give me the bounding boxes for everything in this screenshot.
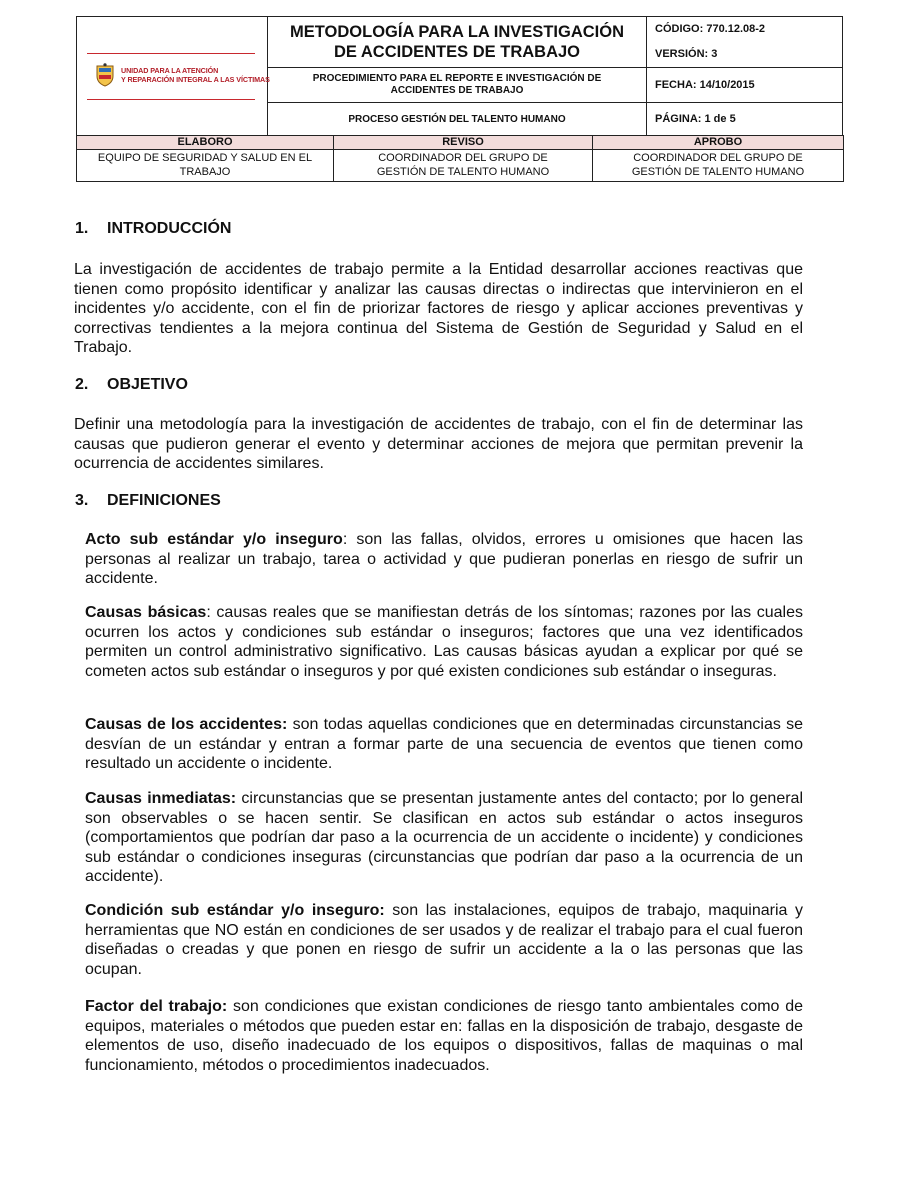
procedure-subtitle	[268, 68, 647, 103]
approval-table	[76, 135, 844, 182]
definition-term: Factor del trabajo:	[85, 998, 228, 1015]
section-number: 1.	[75, 220, 89, 237]
definition-term: Causas básicas	[85, 604, 207, 621]
meta-cell-1	[647, 17, 843, 68]
approval-header-row	[77, 136, 844, 150]
definition-separator: :	[342, 531, 348, 548]
logo-text	[121, 66, 270, 84]
coat-of-arms-icon	[95, 63, 115, 87]
logo-text-line-2: Y REPARACIÓN INTEGRAL A LAS VÍCTIMAS	[121, 75, 270, 84]
section-number: 2.	[75, 376, 89, 393]
definition-factor-del-trabajo	[85, 997, 803, 1075]
process-name: PROCESO GESTIÓN DEL TALENTO HUMANO	[268, 103, 647, 136]
definition-causas-accidentes	[85, 715, 803, 774]
definition-separator: :	[206, 604, 211, 621]
procedure-subtitle-line-1: PROCEDIMIENTO PARA EL REPORTE E INVESTIGACIÓN DE	[312, 73, 602, 84]
logo-rule-top	[87, 53, 255, 54]
aprobo-value	[593, 150, 844, 182]
section-heading-objetivo	[75, 376, 188, 394]
aprobo-value-line-1: COORDINADOR DEL GRUPO DE	[633, 152, 803, 164]
definition-text: circunstancias que se presentan justamente antes del contacto; por lo general son observables o se hacen sentir. Se clasifican en actos sub estándar o actos inseguros (comportamientos que podrían dar paso a la ocurrencia de un accidente o incidente) y condiciones sub estándar o condiciones inseguras (circunstancias que podrían dar paso a la ocurrencia de un accidente).	[85, 790, 804, 886]
definition-text: son las instalaciones, equipos de trabajo, maquinaria y herramientas que NO están en condiciones de ser usados y de realizar el trabajo para el cual fueron diseñadas o creadas y que ponen en riesgo de sufrir un accidente a la o las personas que las ocupan.	[85, 902, 803, 978]
entity-logo	[87, 53, 270, 101]
reviso-value-line-1: COORDINADOR DEL GRUPO DE	[378, 152, 548, 164]
logo-rule-bottom	[87, 99, 255, 100]
section-title: INTRODUCCIÓN	[107, 220, 232, 237]
section-heading-introduccion	[75, 220, 231, 238]
procedure-subtitle-line-2: ACCIDENTES DE TRABAJO	[390, 85, 524, 96]
definition-term: Acto sub estándar y/o inseguro	[85, 531, 343, 548]
aprobo-label: APROBO	[593, 136, 844, 150]
section-heading-definiciones	[75, 492, 221, 510]
definition-causas-basicas	[85, 603, 803, 681]
definition-term: Condición sub estándar y/o inseguro:	[85, 902, 385, 919]
definition-condicion-sub-estandar	[85, 901, 803, 979]
section-text-objetivo: Definir una metodología para la investigación de accidentes de trabajo, con el fin de determinar las causas que pudieron generar el evento y determinar acciones de mejora que permitan prevenir la ocurrencia de accidentes similares.	[74, 416, 803, 473]
section-number: 3.	[75, 492, 89, 509]
reviso-value	[334, 150, 593, 182]
aprobo-value-line-2: GESTIÓN DE TALENTO HUMANO	[631, 166, 805, 178]
elaboro-value-line-2: TRABAJO	[179, 166, 231, 178]
definition-text: son las fallas, olvidos, errores u omisiones que hacen las personas al realizar un trabajo, tarea o actividad y que pudieran ponerlas en riesgo de sufrir un accidente.	[85, 531, 803, 588]
definition-text: son todas aquellas condiciones que en determinadas circunstancias se desvían de un estándar y entran a formar parte de una secuencia de eventos que tienen como resultado un accidente o incidente.	[85, 716, 803, 773]
section-title: OBJETIVO	[107, 376, 188, 393]
definition-term: Causas inmediatas:	[85, 790, 237, 807]
document-header-table	[76, 16, 843, 136]
codigo-label: CÓDIGO: 770.12.08-2	[655, 23, 766, 35]
document-title-line-1: METODOLOGÍA PARA LA INVESTIGACIÓN	[290, 23, 624, 41]
pagina-label: PÁGINA: 1 de 5	[647, 103, 843, 136]
version-label: VERSIÓN: 3	[655, 48, 718, 60]
logo-cell	[77, 17, 268, 136]
definition-causas-inmediatas	[85, 789, 803, 887]
section-title: DEFINICIONES	[107, 492, 221, 509]
elaboro-value-line-1: EQUIPO DE SEGURIDAD Y SALUD EN EL	[97, 152, 313, 164]
definition-text: causas reales que se manifiestan detrás de los síntomas; razones por las cuales ocurren los actos y condiciones sub estándar o inseguros; factores que una vez identificados permiten un control administrativo significativo. Las causas básicas ayudan a explicar por qué se cometen actos sub estándar o inseguros y por qué existen condiciones sub estándar o inseguras.	[85, 604, 804, 680]
approval-values-row	[77, 150, 844, 182]
definition-term: Causas de los accidentes:	[85, 716, 288, 733]
document-title-line-2: DE ACCIDENTES DE TRABAJO	[334, 43, 580, 61]
reviso-value-line-2: GESTIÓN DE TALENTO HUMANO	[376, 166, 550, 178]
reviso-label: REVISO	[334, 136, 593, 150]
elaboro-value	[77, 150, 334, 182]
document-title	[268, 17, 647, 68]
elaboro-label: ELABORO	[77, 136, 334, 150]
fecha-label: FECHA: 14/10/2015	[647, 68, 843, 103]
section-text-introduccion: La investigación de accidentes de trabajo permite a la Entidad desarrollar acciones reactivas que tienen como propósito identificar y analizar las causas directas o indirectas que intervinieron en el incidentes y/o accidente, con el fin de priorizar factores de riesgo y aplicar acciones preventivas y correctivas tendientes a la mejora continua del Sistema de Gestión de Seguridad y Salud en el Trabajo.	[74, 261, 803, 357]
definition-acto-sub-estandar	[85, 530, 803, 589]
logo-text-line-1: UNIDAD PARA LA ATENCIÓN	[121, 66, 219, 75]
definition-text: son condiciones que existan condiciones de riesgo tanto ambientales como de equipos, materiales o métodos que pueden estar en: fallas en la disposición de trabajo, desgaste de elementos de uso, diseño inadecuado de los equipos o dispositivos, fallas de maquinas o mal funcionamiento, métodos o procedimientos inadecuados.	[85, 998, 804, 1074]
